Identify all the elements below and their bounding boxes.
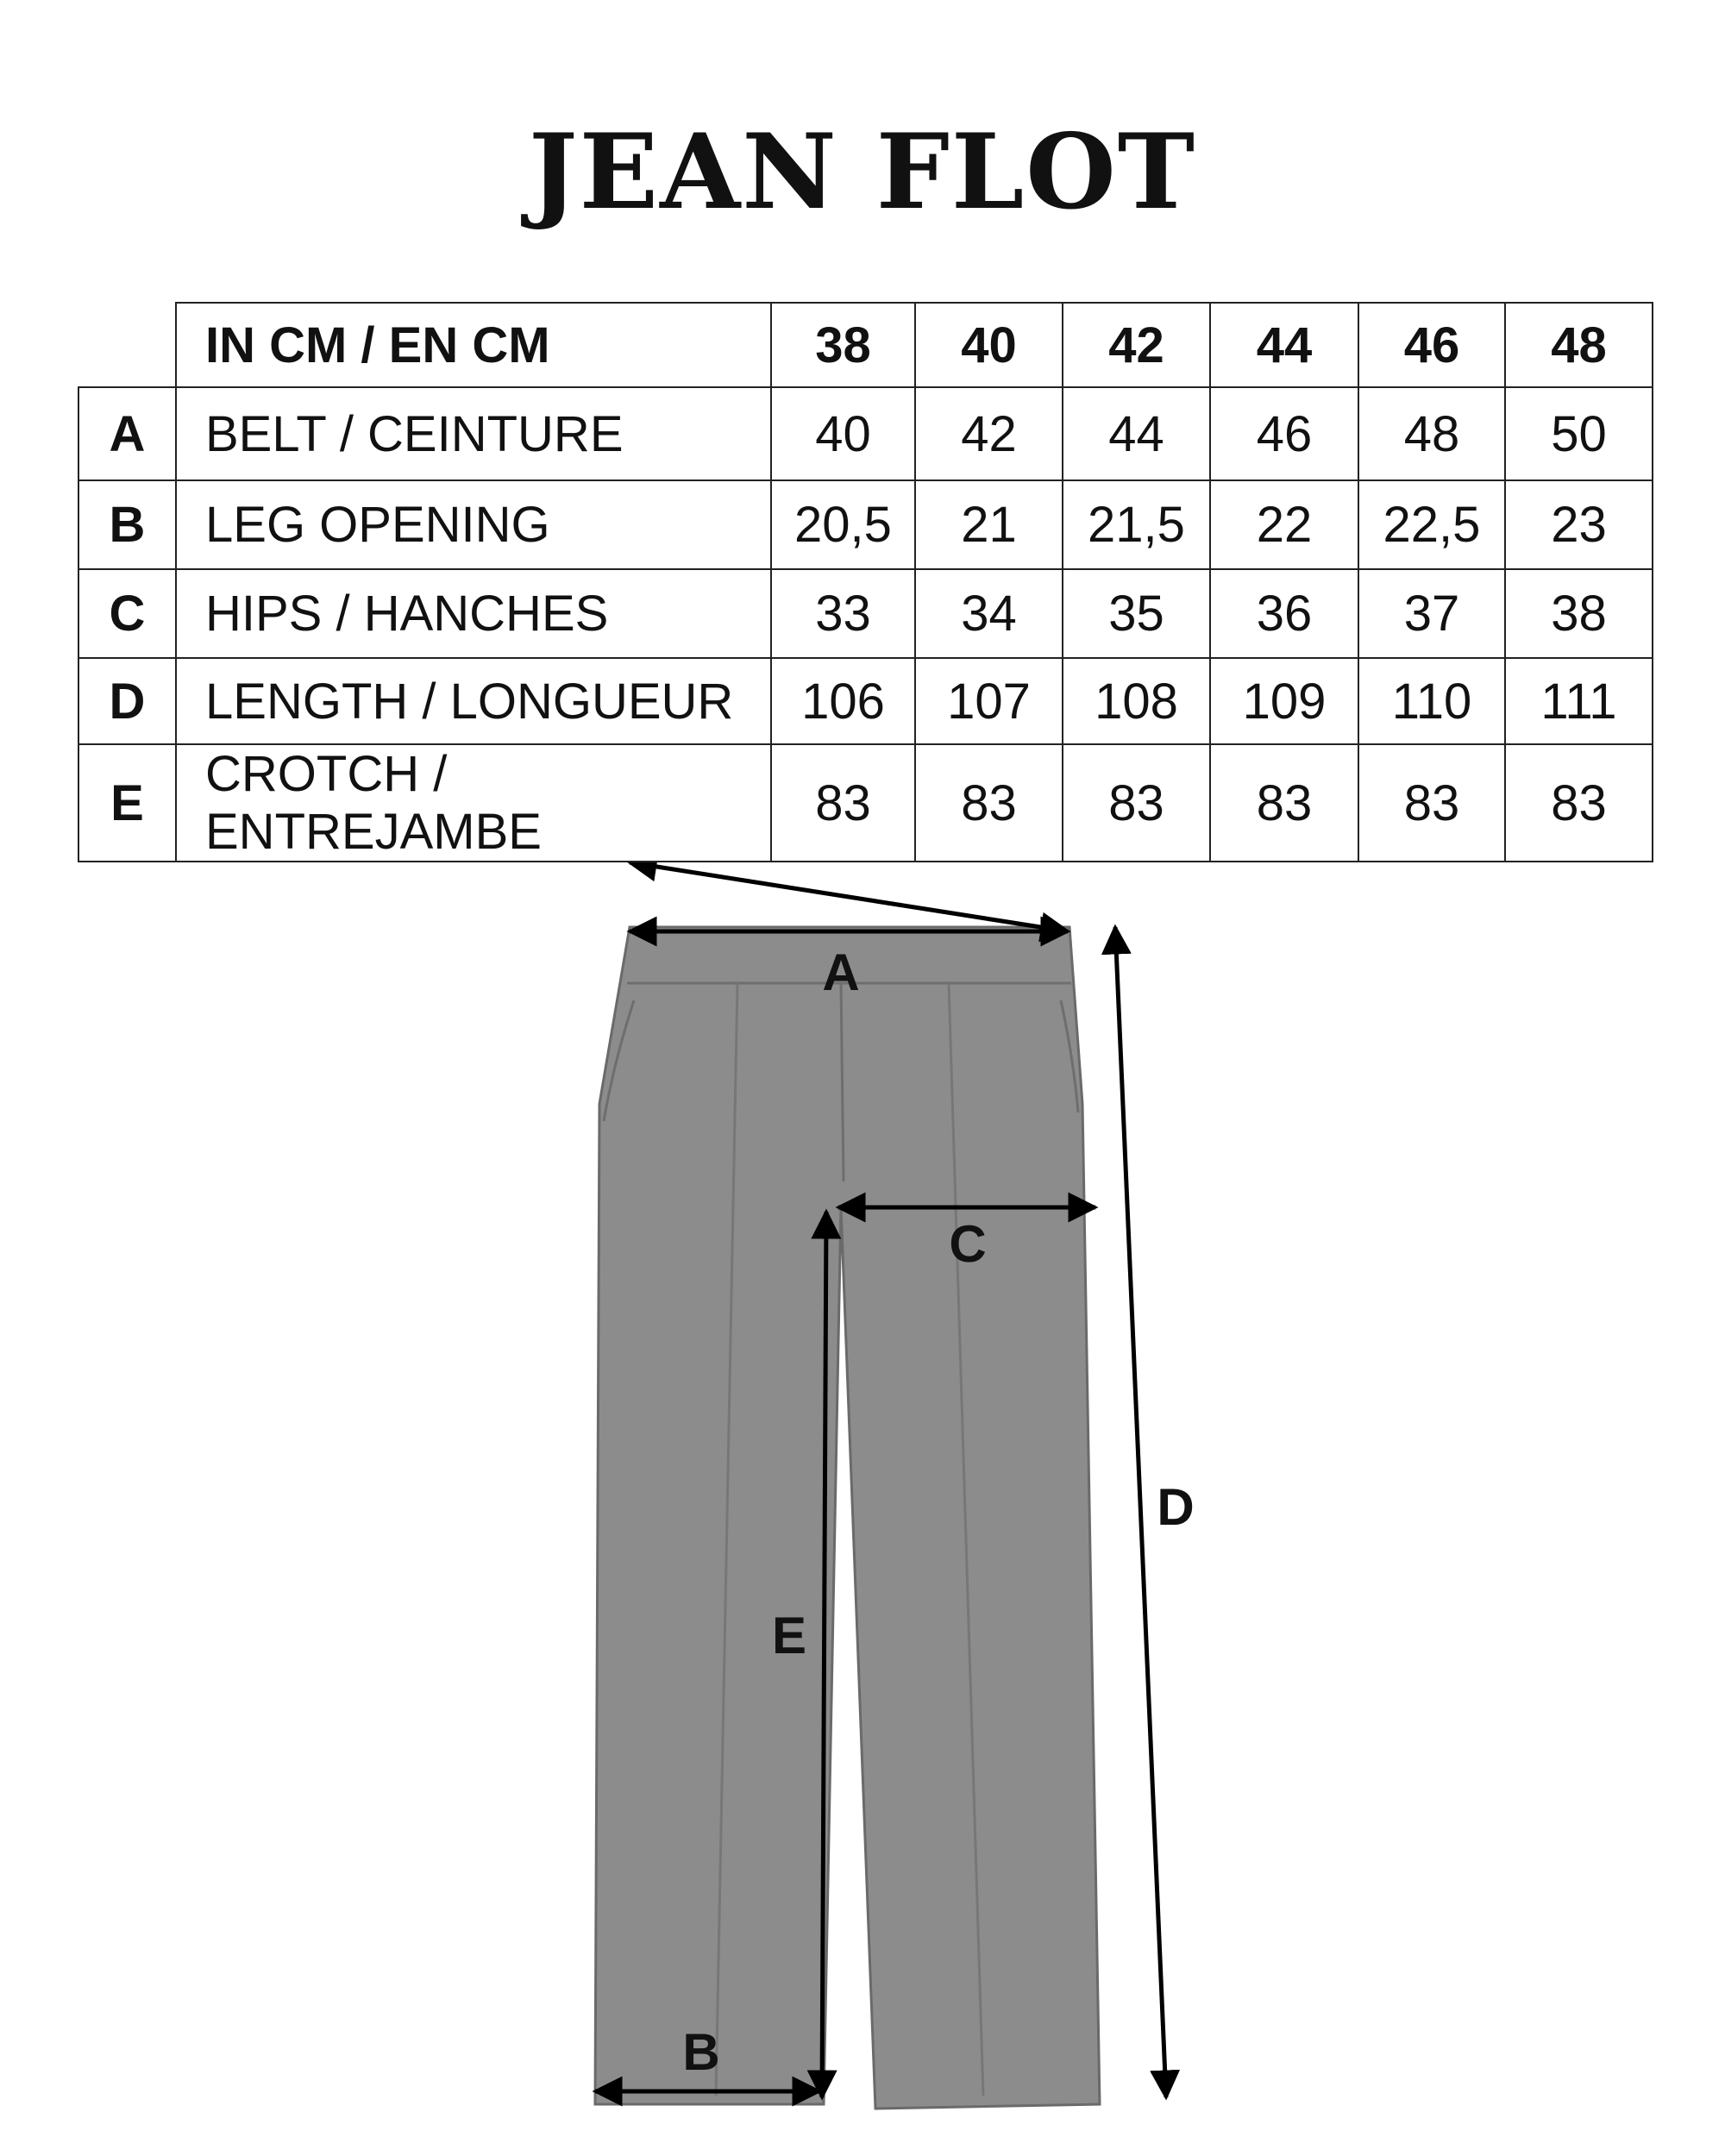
measurement-value: 48 — [1358, 387, 1505, 480]
table-corner-cell — [78, 303, 176, 387]
table-row — [78, 387, 1653, 480]
measurement-value: 107 — [915, 658, 1063, 744]
page-title: JEAN FLOT — [528, 111, 1197, 233]
measurement-value: 34 — [915, 569, 1063, 658]
measurement-value: 20,5 — [771, 480, 915, 569]
size-chart-table — [78, 302, 1653, 862]
measurement-label: BELT / CEINTURE — [176, 387, 771, 480]
diagram-label-b: B — [682, 2023, 720, 2081]
measurement-value: 83 — [771, 744, 915, 862]
measurement-value: 111 — [1505, 658, 1653, 744]
measurement-value: 109 — [1210, 658, 1358, 744]
measurement-label: CROTCH / ENTREJAMBE — [176, 744, 771, 862]
measurement-value: 83 — [1063, 744, 1210, 862]
diagram-label-e: E — [771, 1607, 807, 1664]
measurement-value: 33 — [771, 569, 915, 658]
size-header: 44 — [1210, 303, 1358, 387]
belt-arrow — [630, 862, 1068, 931]
table-row — [78, 744, 1653, 862]
measurement-label: LENGTH / LONGUEUR — [176, 658, 771, 744]
pants-illustration — [0, 862, 1725, 2156]
measurement-key: E — [78, 744, 176, 862]
pants-silhouette — [595, 927, 1100, 2109]
measurement-value: 83 — [1505, 744, 1653, 862]
measurement-key: A — [78, 387, 176, 480]
measurement-value: 21,5 — [1063, 480, 1210, 569]
unit-header: IN CM / EN CM — [176, 303, 771, 387]
table-header-row — [78, 303, 1653, 387]
table-row — [78, 480, 1653, 569]
measurement-value: 37 — [1358, 569, 1505, 658]
measurement-value: 106 — [771, 658, 915, 744]
measurement-value: 22 — [1210, 480, 1358, 569]
measurement-value: 42 — [915, 387, 1063, 480]
size-header: 46 — [1358, 303, 1505, 387]
size-header: 40 — [915, 303, 1063, 387]
size-header: 38 — [771, 303, 915, 387]
measurement-key: D — [78, 658, 176, 744]
measurement-value: 22,5 — [1358, 480, 1505, 569]
measurement-label: LEG OPENING — [176, 480, 771, 569]
table-row — [78, 658, 1653, 744]
diagram-label-a: A — [822, 943, 860, 1001]
measurement-value: 50 — [1505, 387, 1653, 480]
measurement-value: 44 — [1063, 387, 1210, 480]
measurement-value: 38 — [1505, 569, 1653, 658]
size-header: 48 — [1505, 303, 1653, 387]
measurement-key: C — [78, 569, 176, 658]
measurement-value: 108 — [1063, 658, 1210, 744]
table-row — [78, 569, 1653, 658]
garment-diagram — [0, 862, 1725, 2156]
measurement-value: 83 — [915, 744, 1063, 862]
measurement-value: 35 — [1063, 569, 1210, 658]
diagram-label-d: D — [1157, 1478, 1195, 1536]
measurement-key: B — [78, 480, 176, 569]
diagram-label-c: C — [949, 1215, 987, 1273]
measurement-value: 110 — [1358, 658, 1505, 744]
measurement-value: 83 — [1358, 744, 1505, 862]
measurement-label: HIPS / HANCHES — [176, 569, 771, 658]
measurement-value: 21 — [915, 480, 1063, 569]
measurement-value: 23 — [1505, 480, 1653, 569]
measurement-value: 83 — [1210, 744, 1358, 862]
measurement-value: 46 — [1210, 387, 1358, 480]
size-header: 42 — [1063, 303, 1210, 387]
measurement-value: 36 — [1210, 569, 1358, 658]
measurement-value: 40 — [771, 387, 915, 480]
